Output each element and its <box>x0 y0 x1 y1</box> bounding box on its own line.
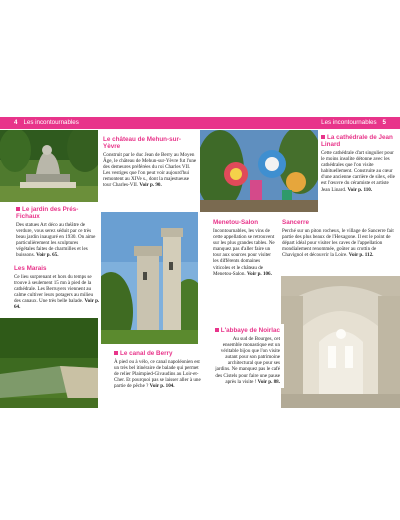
mehun-body: Construit par le duc Jean de Berry au Moyen Âge, le château de Mehun-sur-Yèvre fut l'une des demeures préférées du roi Charles VII. Les vestiges que l'on peut voir aujourd'hui remontent au XIVe s., dont la majestueuse tour Charles-VII. <box>103 152 197 189</box>
cathedrale-body: Cette cathédrale d'art singulier pour le moins insolite détonne avec les cathédrales que l'on visite habituellement. Construite au cœur d'une ancienne carrière de silex, elle est l'œuvre du céramiste et artiste Jean Linard. <box>321 150 395 193</box>
section-marais <box>14 265 100 311</box>
section-sancerre <box>282 219 394 258</box>
cathedrale-ref: Voir p. 110. <box>347 186 373 193</box>
section-noirlac <box>210 324 284 388</box>
pink-square-icon <box>215 328 219 332</box>
right-page-number: 5 <box>382 119 386 126</box>
cathedrale-linard-photo <box>200 130 318 212</box>
marais-body: Ce lieu surprenant et hors du temps se trouve à seulement 15 mn à pied de la cathédrale. Les Berruyers viennent au calme cultiver leurs potagers au milieu des canaux. Une très belle balade. <box>14 274 94 305</box>
left-page-number: 4 <box>14 119 18 126</box>
section-cathedrale <box>321 134 395 193</box>
canal-ref: Voir p. 104. <box>149 383 175 390</box>
pink-square-icon <box>321 135 325 139</box>
sancerre-ref: Voir p. 112. <box>348 252 374 259</box>
section-pres-fichaux <box>12 203 100 262</box>
marais-ref: Voir p. 64. <box>14 298 100 311</box>
pres-fichaux-body: Des statues Art déco au théâtre de verdure, vous serez séduit par ce très beau jardin inauguré en 1930. On aime particulièrement les sculptures végétales faites de charmilles et les buissons. <box>16 222 96 259</box>
canal-berry-photo <box>0 318 98 408</box>
marais-title: Les Marais <box>14 265 47 272</box>
pres-fichaux-title: Le jardin des Prés-Fichaux <box>16 206 79 220</box>
canal-body: À pied ou à vélo, ce canal napoléonien est un très bel itinéraire de balade qui permet de relier Plaimpied-Givaudins au Loir-et-Cher. Et pourquoi pas se laisser aller à une partie de pêche ? <box>114 359 201 390</box>
noirlac-ref: Voir p. 88. <box>257 378 280 385</box>
mehun-title: Le château de Mehun-sur-Yèvre <box>103 136 182 150</box>
menetou-title: Menetou-Salon <box>213 219 259 226</box>
left-header-title: Les incontournables <box>23 119 79 126</box>
right-header-title: Les incontournables <box>321 119 377 126</box>
section-mehun <box>103 136 197 189</box>
abbaye-noirlac-photo <box>281 276 400 408</box>
pink-square-icon <box>114 351 118 355</box>
pres-fichaux-ref: Voir p. 65. <box>36 252 59 259</box>
section-canal <box>110 347 206 392</box>
sancerre-body: Perché sur un piton rocheux, le village de Sancerre fait partie des plus beaux de l'Hexagone. Il est le point de départ idéal pour visiter les caves de l'appellation mondialement renommée, goûter au crottin de Chavignol et découvrir la Loire. <box>282 228 394 259</box>
mehun-ref: Voir p. 90. <box>139 182 162 189</box>
sancerre-title: Sancerre <box>282 219 309 226</box>
left-header-bar <box>0 117 200 129</box>
garden-statue-photo <box>0 130 98 202</box>
chateau-mehun-photo <box>101 212 198 344</box>
canal-title: Le canal de Berry <box>120 350 173 357</box>
noirlac-body: Au sud de Bourges, cet ensemble monastique est un véritable bijou que l'on visite autant pour son patrimoine architectural que pour ses jardins. Ne manquez pas le café des Cistels pour faire une pause après la visite ! <box>215 336 280 385</box>
section-menetou <box>213 219 277 277</box>
noirlac-title: L'abbaye de Noirlac <box>220 327 280 334</box>
right-header-bar <box>200 117 400 129</box>
menetou-ref: Voir p. 106. <box>246 270 272 277</box>
menetou-body: Incontournables, les vins de cette appellation se retrouvent sur les plus grandes tables. Ne manquez pas d'aller faire un tour aux sources pour visiter les différents domaines viticoles et le château de Menetou-Salon. <box>213 228 275 277</box>
pink-square-icon <box>16 207 20 211</box>
cathedrale-title: La cathédrale de Jean Linard <box>321 134 393 148</box>
